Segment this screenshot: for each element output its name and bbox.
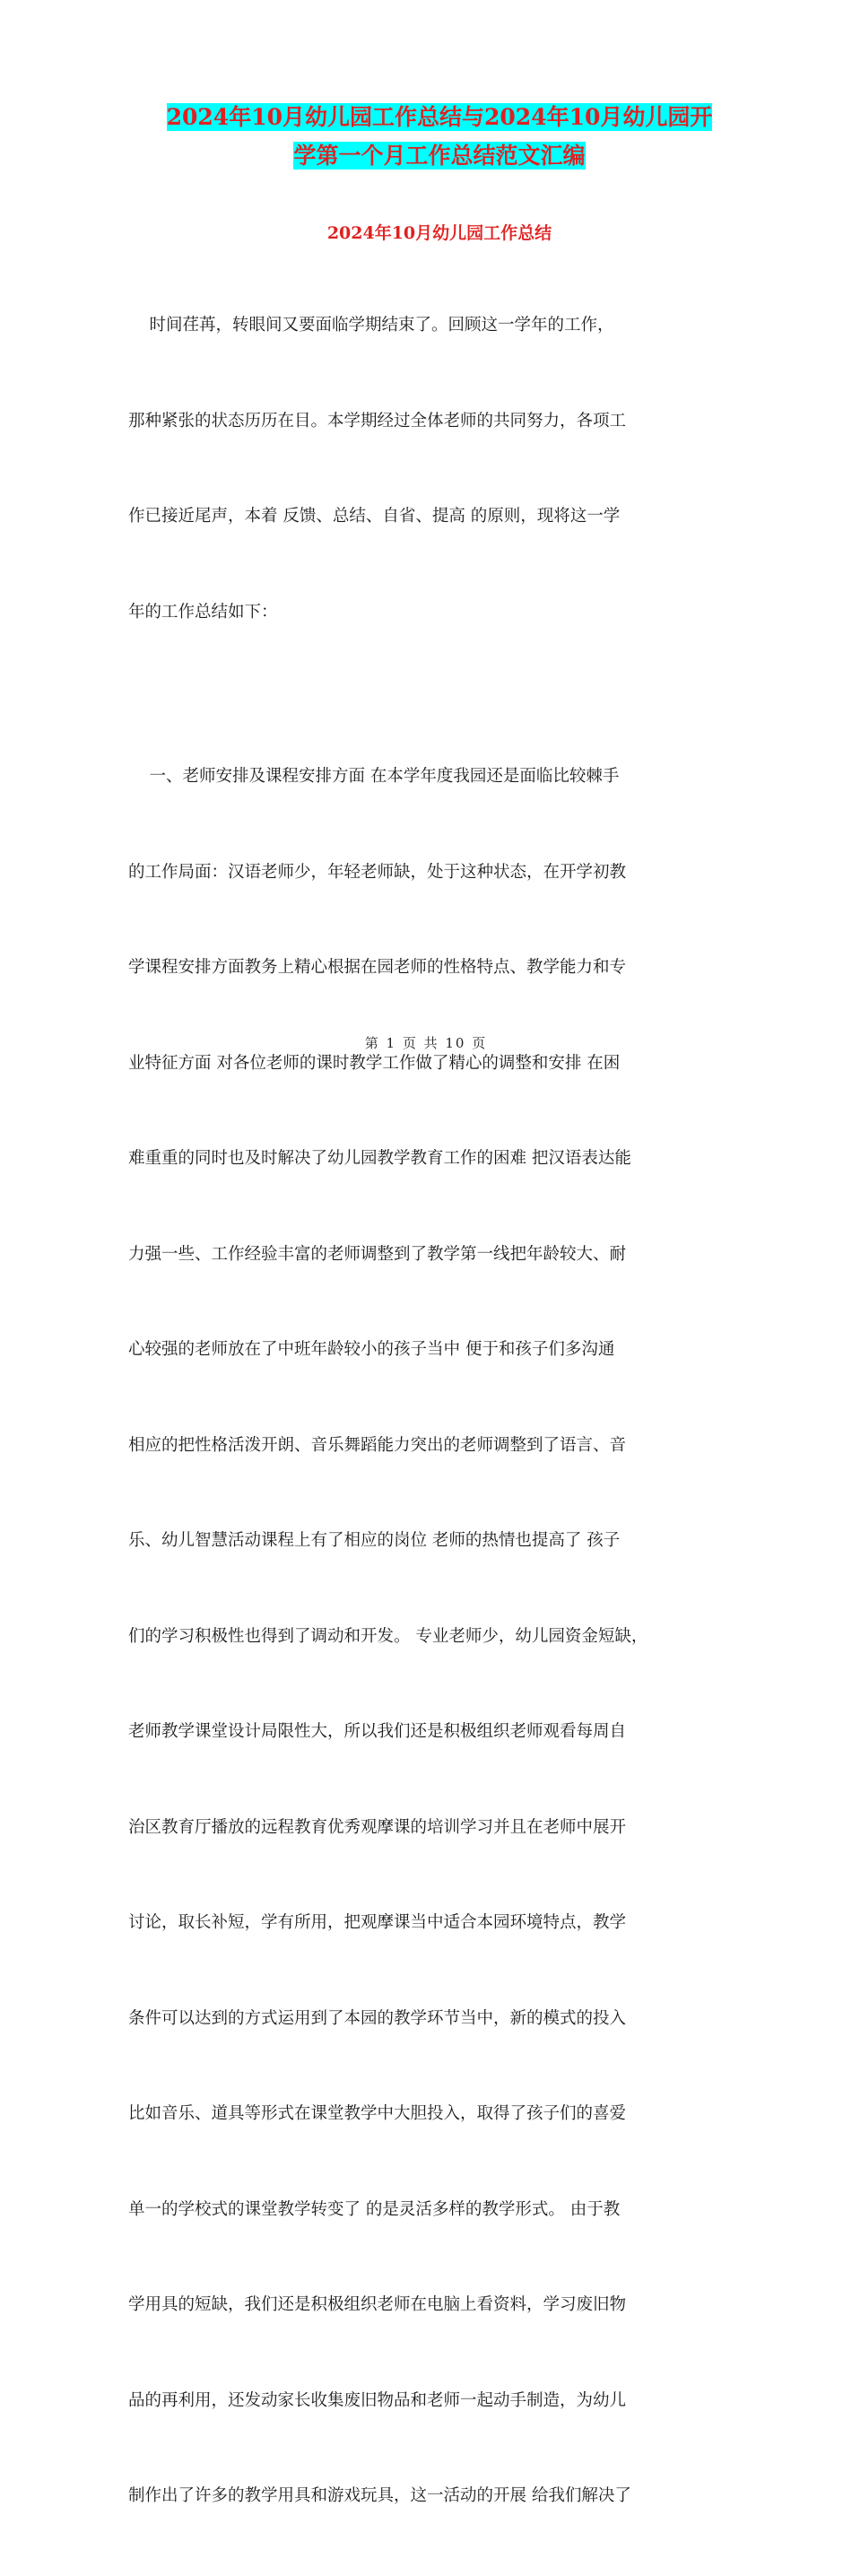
- paragraph-1-line: 时间荏苒，转眼间又要面临学期结束了。回顾这一学年的工作，: [128, 316, 614, 335]
- paragraph-2-line: 品的再利用，还发动家长收集废旧物品和老师一起动手制造，为幼儿: [128, 2390, 627, 2410]
- paragraph-2-line: 相应的把性格活泼开朗、音乐舞蹈能力突出的老师调整到了语言、音: [128, 1435, 627, 1455]
- paragraph-2-line: 条件可以达到的方式运用到了本园的教学环节当中，新的模式的投入: [128, 2008, 627, 2028]
- paragraph-1-line: 那种紧张的状态历历在目。本学期经过全体老师的共同努力，各项工: [128, 411, 627, 431]
- paragraph-1-line: 作已接近尾声，本着 反馈、总结、自省、提高 的原则，现将这一学: [128, 507, 621, 526]
- paragraph-2-line: 学用具的短缺，我们还是积极组织老师在电脑上看资料，学习废旧物: [128, 2295, 627, 2314]
- paragraph-gap: [128, 692, 747, 697]
- paragraph-2-line: 一、老师安排及课程安排方面 在本学年度我园还是面临比较棘手: [128, 767, 620, 786]
- paragraph-2-line: 力强一些、工作经验丰富的老师调整到了教学第一线把年龄较大、耐: [128, 1244, 627, 1264]
- document-title-line-1: [126, 99, 753, 136]
- section-title: 2024年10月幼儿园工作总结: [326, 223, 552, 243]
- paragraph-2-line: 难重重的同时也及时解决了幼儿园教学教育工作的困难 把汉语表达能: [128, 1149, 631, 1168]
- paragraph-2-line: 心较强的老师放在了中班年龄较小的孩子当中 便于和孩子们多沟通: [128, 1340, 615, 1359]
- paragraph-2-line: 治区教育厅播放的远程教育优秀观摩课的培训学习并且在老师中展开: [128, 1817, 627, 1837]
- paragraph-2-line: 比如音乐、道具等形式在课堂教学中大胆投入，取得了孩子们的喜爱: [128, 2104, 627, 2123]
- paragraph-2-line: 业特征方面 对各位老师的课时教学工作做了精心的调整和安排 在困: [128, 1053, 621, 1073]
- paragraph-2-line: 学课程安排方面教务上精心根据在园老师的性格特点、教学能力和专: [128, 958, 627, 977]
- paragraph-2-line: 们的学习积极性也得到了调动和开发。 专业老师少，幼儿园资金短缺，: [128, 1626, 648, 1646]
- paragraph-2-line: 讨论，取长补短，学有所用，把观摩课当中适合本园环境特点，教学: [128, 1913, 627, 1932]
- page-footer: 第 1 页 共 10 页: [364, 1035, 488, 1051]
- paragraph-2-line: 制作出了许多的教学用具和游戏玩具，这一活动的开展 给我们解决了: [128, 2486, 631, 2505]
- title-highlight-1: 2024年10月幼儿园工作总结与2024年10月幼儿园开: [166, 104, 713, 130]
- paragraph-1-line: 年的工作总结如下：: [128, 602, 278, 622]
- paragraph-2-line: 老师教学课堂设计局限性大，所以我们还是积极组织老师观看每周自: [128, 1722, 627, 1741]
- paragraph-2-line: 单一的学校式的课堂教学转变了 的是灵活多样的教学形式。 由于教: [128, 2199, 621, 2219]
- title-highlight-2: 学第一个月工作总结范文汇编: [293, 143, 586, 169]
- paragraph-2-line: 的工作局面：汉语老师少，年轻老师缺，处于这种状态，在开学初教: [128, 862, 627, 882]
- paragraph-2-line: 乐、幼儿智慧活动课程上有了相应的岗位 老师的热情也提高了 孩子: [128, 1531, 621, 1550]
- body-text: [128, 246, 747, 2576]
- document-title-line-2: [126, 137, 753, 175]
